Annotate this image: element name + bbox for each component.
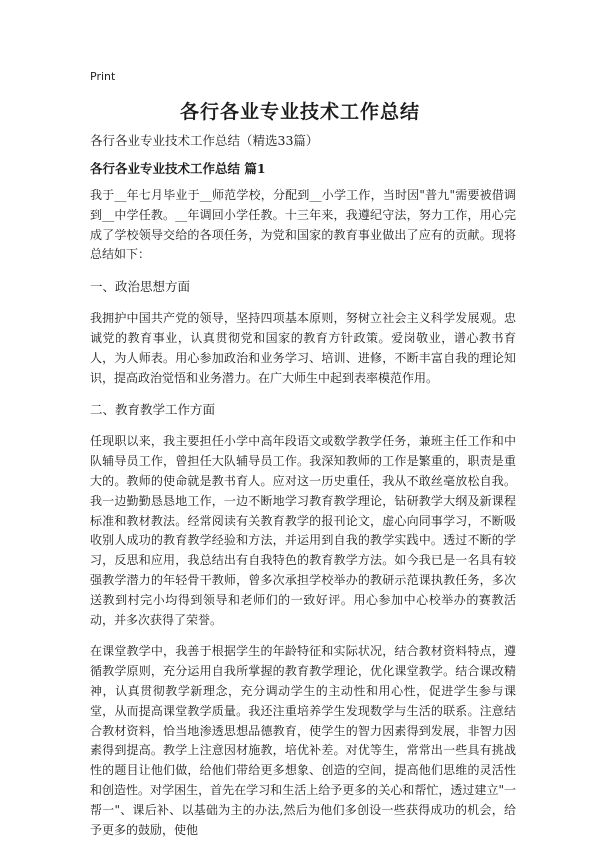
section-heading: 各行各业专业技术工作总结 篇1 <box>90 161 266 176</box>
subheading-politics: 一、政治思想方面 <box>90 279 191 295</box>
subheading-teaching: 二、教育教学工作方面 <box>90 402 216 418</box>
paragraph-intro: 我于__年七月毕业于__师范学校，分配到__小学工作，当时因"普九"需要被借调到__中学任教。__年调回小学任教。十三年来，我遵纪守法，努力工作，用心完成了学校领导交给的各项任务，为党和国家的教育事业做出了应有的贡献。现将总结如下： <box>90 188 516 262</box>
paragraph-teaching-1: 任现职以来，我主要担任小学中高年段语文或数学教学任务，兼班主任工作和中队辅导员工作，曾担任大队辅导员工作。我深知教师的工作是繁重的，职责是重大的。教师的使命就是教书育人。应对这一历史重任，我从不敢丝毫放松自我。我一边勤勤恳恳地工作，一边不断地学习教育教学理论，钻研教学大纲及新课程标准和教材教法。经常阅读有关教育教学的报刊论文，虚心向同事学习，不断吸收别人成功的教育教学经验和方法，并运用到自我的教学实践中。透过不断的学习，反思和应用，我总结出有自我特色的教育教学方法。如今我已是一名具有较强教学潜力的年轻骨干教师，曾多次承担学校举办的教研示范课执教任务，多次送教到村完小均得到领导和老师们的一致好评。用心参加中心校举办的赛教活动，并多次获得了荣誉。 <box>90 434 516 627</box>
document-subtitle: 各行各业专业技术工作总结（精选33篇） <box>90 133 319 148</box>
print-label[interactable]: Print <box>90 70 116 83</box>
document-title: 各行各业专业技术工作总结 <box>179 101 420 123</box>
document-body <box>90 131 516 852</box>
paragraph-teaching-2: 在课堂教学中，我善于根据学生的年龄特征和实际状况，结合教材资料特点，遵循教学原则，充分运用自我所掌握的教育教学理论，优化课堂教学。结合课改精神，认真贯彻教学新理念，充分调动学生的主动性和用心性，促进学生参与课堂，从而提高课堂教学质量。我还注重培养学生发现数学与生活的联系。注意结合教材资料，恰当地渗透思想品德教育，使学生的智力因素得到发展，非智力因素得到提高。教学上注意因材施教，培优补差。对优等生，常常出一些具有挑战性的题目让他们做，给他们带给更多想象、创造的空间，提高他们思维的灵活性和创造性。对学困生，首先在学习和生活上给予更多的关心和帮忙，透过建立"一帮一"、课后补、以基础为主的办法,然后为他们多创设一些获得成功的机会，给予更多的鼓励，使他 <box>90 644 516 837</box>
paragraph-politics: 我拥护中国共产党的领导，坚持四项基本原则，努树立社会主义科学发展观。忠诚党的教育事业，认真贯彻党和国家的教育方针政策。爱岗敬业，谱心教书育人，为人师表。用心参加政治和业务学习、培训、进修，不断丰富自我的理论知识，提高政治觉悟和业务潜力。在广大师生中起到表率模范作用。 <box>90 311 516 385</box>
